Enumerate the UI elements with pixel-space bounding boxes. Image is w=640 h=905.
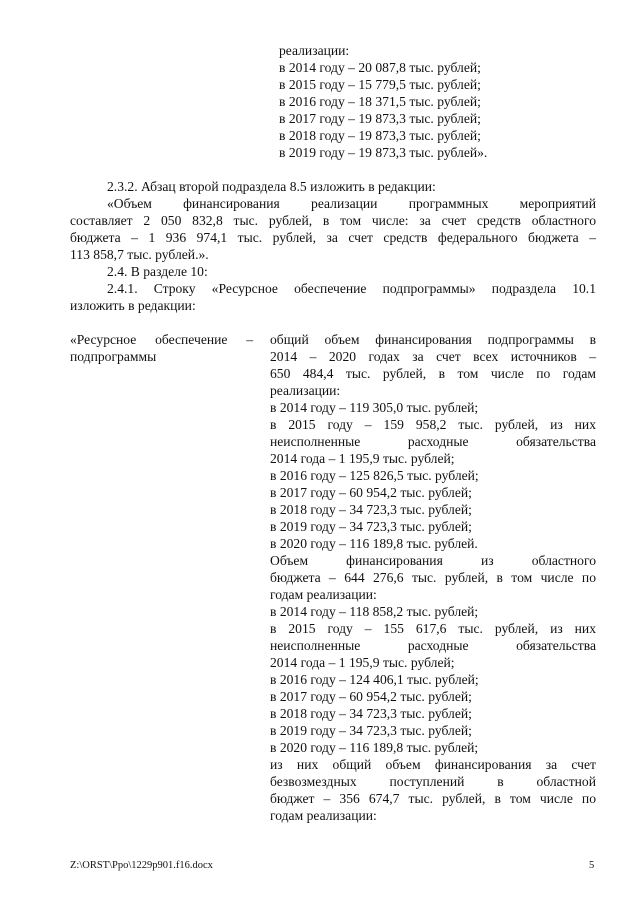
paragraph-line: изложить в редакции: — [70, 298, 196, 313]
table-right-line: в 2019 году – 34 723,3 тыс. рублей; — [270, 519, 472, 534]
paragraph-line: составляет 2 050 832,8 тыс. рублей, в том числе: за счет средств областного — [70, 213, 596, 228]
table-right-line: 2014 года – 1 195,9 тыс. рублей; — [270, 655, 455, 670]
table-right-line: бюджет – 356 674,7 тыс. рублей, в том числе по — [270, 791, 596, 806]
table-right-line: в 2017 году – 60 954,2 тыс. рублей; — [270, 689, 472, 704]
top-line: в 2016 году – 18 371,5 тыс. рублей; — [279, 94, 481, 109]
table-right-line: в 2020 году – 116 189,8 тыс. рублей; — [270, 740, 479, 755]
paragraph-line: бюджета – 1 936 974,1 тыс. рублей, за счет средств федерального бюджета – — [70, 230, 596, 245]
table-right-line: в 2014 году – 119 305,0 тыс. рублей; — [270, 400, 479, 415]
page-number: 5 — [589, 860, 595, 871]
table-right-line: в 2020 году – 116 189,8 тыс. рублей. — [270, 536, 478, 551]
section-heading: 2.4. В разделе 10: — [107, 264, 208, 279]
table-right-line: в 2018 году – 34 723,3 тыс. рублей; — [270, 706, 472, 721]
table-right-line: в 2015 году – 155 617,6 тыс. рублей, из них — [270, 621, 596, 636]
footer-file-path: Z:\ORST\Ppo\1229p901.f16.docx — [70, 860, 213, 871]
table-right-line: безвозмездных поступлений в областной — [270, 774, 596, 789]
table-right-line: 2014 – 2020 годах за счет всех источников – — [270, 349, 596, 364]
table-right-line: общий объем финансирования подпрограммы в — [270, 332, 596, 347]
table-right-line: годам реализации: — [270, 587, 377, 602]
table-right-line: из них общий объем финансирования за счет — [270, 757, 596, 772]
table-right-line: бюджета – 644 276,6 тыс. рублей, в том числе по — [270, 570, 596, 585]
top-line: в 2018 году – 19 873,3 тыс. рублей; — [279, 128, 481, 143]
paragraph-line: «Объем финансирования реализации программных мероприятий — [107, 196, 596, 211]
table-left-label: «Ресурсное обеспечение – — [70, 332, 253, 347]
section-heading: 2.3.2. Абзац второй подраздела 8.5 изложить в редакции: — [107, 179, 436, 194]
table-right-line: годам реализации: — [270, 808, 377, 823]
paragraph-line: 113 858,7 тыс. рублей.». — [70, 247, 209, 262]
table-right-line: Объем финансирования из областного — [270, 553, 596, 568]
top-line: в 2015 году – 15 779,5 тыс. рублей; — [279, 77, 481, 92]
table-right-line: неисполненные расходные обязательства — [270, 638, 596, 653]
table-right-line: в 2016 году – 124 406,1 тыс. рублей; — [270, 672, 479, 687]
table-right-line: в 2017 году – 60 954,2 тыс. рублей; — [270, 485, 472, 500]
paragraph-line: 2.4.1. Строку «Ресурсное обеспечение подпрограммы» подраздела 10.1 — [107, 281, 596, 296]
top-line: в 2019 году – 19 873,3 тыс. рублей». — [279, 145, 488, 160]
table-right-line: неисполненные расходные обязательства — [270, 434, 596, 449]
table-right-line: в 2014 году – 118 858,2 тыс. рублей; — [270, 604, 479, 619]
top-line: в 2017 году – 19 873,3 тыс. рублей; — [279, 111, 481, 126]
table-right-line: в 2016 году – 125 826,5 тыс. рублей; — [270, 468, 479, 483]
top-line: в 2014 году – 20 087,8 тыс. рублей; — [279, 60, 481, 75]
table-left-label: подпрограммы — [70, 349, 157, 364]
table-right-line: 2014 года – 1 195,9 тыс. рублей; — [270, 451, 455, 466]
top-line: реализации: — [279, 43, 350, 58]
table-right-line: реализации: — [270, 383, 341, 398]
table-right-line: в 2015 году – 159 958,2 тыс. рублей, из них — [270, 417, 596, 432]
table-right-line: в 2018 году – 34 723,3 тыс. рублей; — [270, 502, 472, 517]
table-right-line: 650 484,4 тыс. рублей, в том числе по годам — [270, 366, 596, 381]
table-right-line: в 2019 году – 34 723,3 тыс. рублей; — [270, 723, 472, 738]
